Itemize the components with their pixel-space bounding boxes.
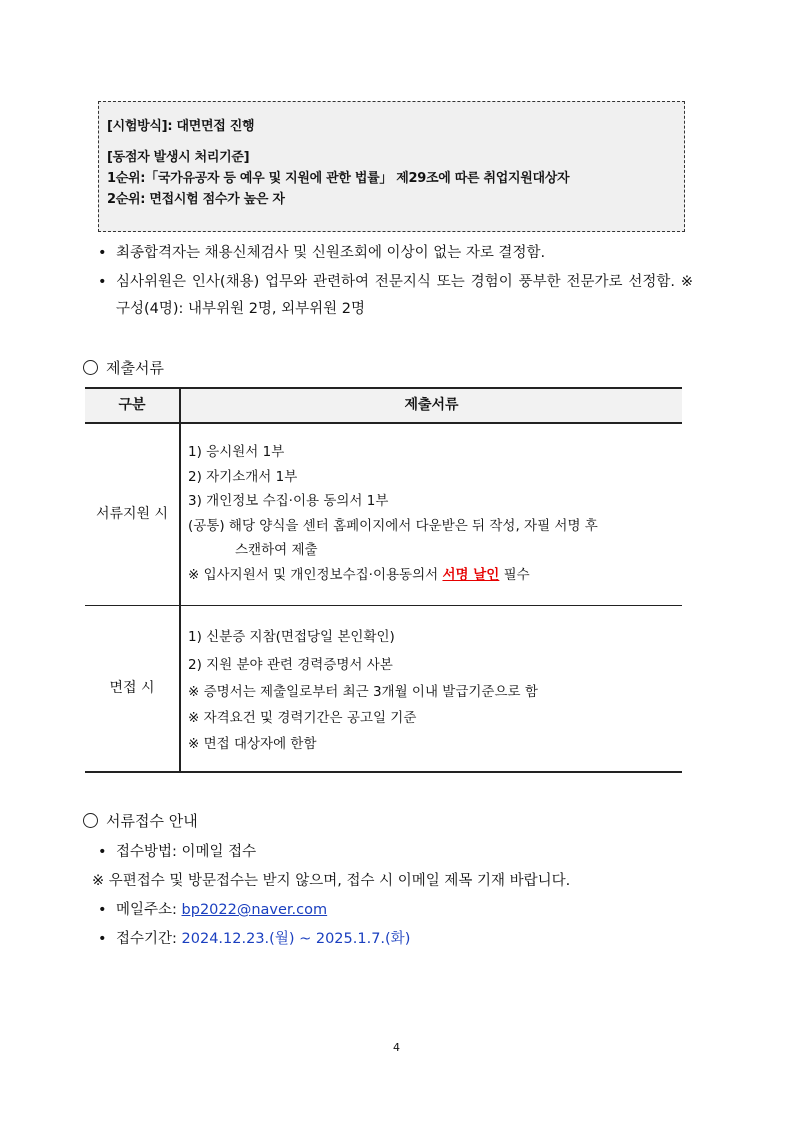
receipt-email-label: 메일주소:	[116, 902, 182, 918]
bullet-mark: •	[98, 274, 107, 290]
receipt-method-value: 이메일 접수	[181, 844, 257, 860]
bullet-final-pass	[98, 240, 693, 267]
exam-method: [시험방식]: 대면면접 진행	[107, 119, 255, 134]
exam-info-box	[98, 101, 685, 232]
documents-heading-text: 제출서류	[106, 359, 164, 377]
table-line: 3) 개인정보 수집·이용 동의서 1부	[188, 493, 389, 509]
row-label-document-application: 서류지원 시	[95, 506, 169, 522]
table-line: (공통) 해당 양식을 센터 홈페이지에서 다운받은 뒤 작성, 자필 서명 후	[188, 517, 598, 534]
row-content-document-application	[188, 440, 678, 587]
note-highlight: 서명 날인	[442, 566, 500, 583]
receipt-period-label: 접수기간:	[116, 931, 182, 947]
receipt-period-value: 2024.12.23.(월) ~ 2025.1.7.(화)	[181, 931, 411, 947]
signature-required-note	[188, 563, 678, 588]
table-line: 1) 응시원서 1부	[188, 444, 285, 460]
table-line: ※ 자격요건 및 경력기간은 공고일 기준	[188, 710, 417, 726]
bullet-mark: •	[98, 902, 107, 918]
receipt-note: ※ 우편접수 및 방문접수는 받지 않으며, 접수 시 이메일 제목 기재 바랍니다.	[92, 873, 571, 889]
bullet-mark: •	[98, 931, 107, 947]
table-line: ※ 면접 대상자에 한함	[188, 736, 317, 752]
receipt-period	[98, 925, 693, 954]
row-label-interview: 면접 시	[109, 680, 155, 696]
bullet-mark: •	[98, 245, 107, 261]
note-suffix: 필수	[499, 566, 530, 583]
tie-rule-rank1: 1순위:「국가유공자 등 예우 및 지원에 관한 법률」 제29조에 따른 취업지원대상자	[107, 171, 570, 186]
table-line: 1) 신분증 지참(면접당일 본인확인)	[188, 629, 395, 645]
note-prefix: ※ 입사지원서 및 개인정보수집·이용동의서	[188, 566, 443, 583]
table-line: ※ 증명서는 제출일로부터 최근 3개월 이내 발급기준으로 함	[188, 684, 538, 700]
receipt-heading	[83, 810, 198, 832]
table-line: 스캔하여 제출	[235, 542, 318, 558]
bullet-text: 최종합격자는 채용신체검사 및 신원조회에 이상이 없는 자로 결정함.	[116, 245, 546, 261]
documents-table	[85, 387, 682, 773]
circle-icon	[83, 813, 98, 828]
receipt-method	[98, 838, 693, 867]
receipt-email	[98, 896, 693, 925]
bullet-text: 심사위원은 인사(채용) 업무와 관련하여 전문지식 또는 경험이 풍부한 전문가로 선정함. ※ 구성(4명): 내부위원 2명, 외부위원 2명	[116, 274, 693, 317]
row-content-interview	[188, 623, 678, 757]
circle-icon	[83, 360, 98, 375]
documents-heading	[83, 357, 164, 379]
bullet-committee	[98, 269, 693, 323]
bullet-mark: •	[98, 844, 107, 860]
page-number: 4	[393, 1041, 400, 1054]
table-line: 2) 자기소개서 1부	[188, 468, 298, 485]
email-link[interactable]: bp2022@naver.com	[181, 902, 328, 918]
receipt-details	[92, 838, 693, 954]
table-header-category: 구분	[118, 397, 146, 413]
receipt-method-label: 접수방법:	[116, 844, 182, 860]
table-line: 2) 지원 분야 관련 경력증명서 사본	[188, 657, 393, 673]
selection-notes	[98, 240, 693, 323]
tie-rule-title: [동점자 발생시 처리기준]	[107, 150, 250, 165]
table-header-documents: 제출서류	[404, 397, 459, 413]
tie-rule-rank2: 2순위: 면접시험 점수가 높은 자	[107, 192, 285, 207]
receipt-heading-text: 서류접수 안내	[106, 812, 198, 830]
